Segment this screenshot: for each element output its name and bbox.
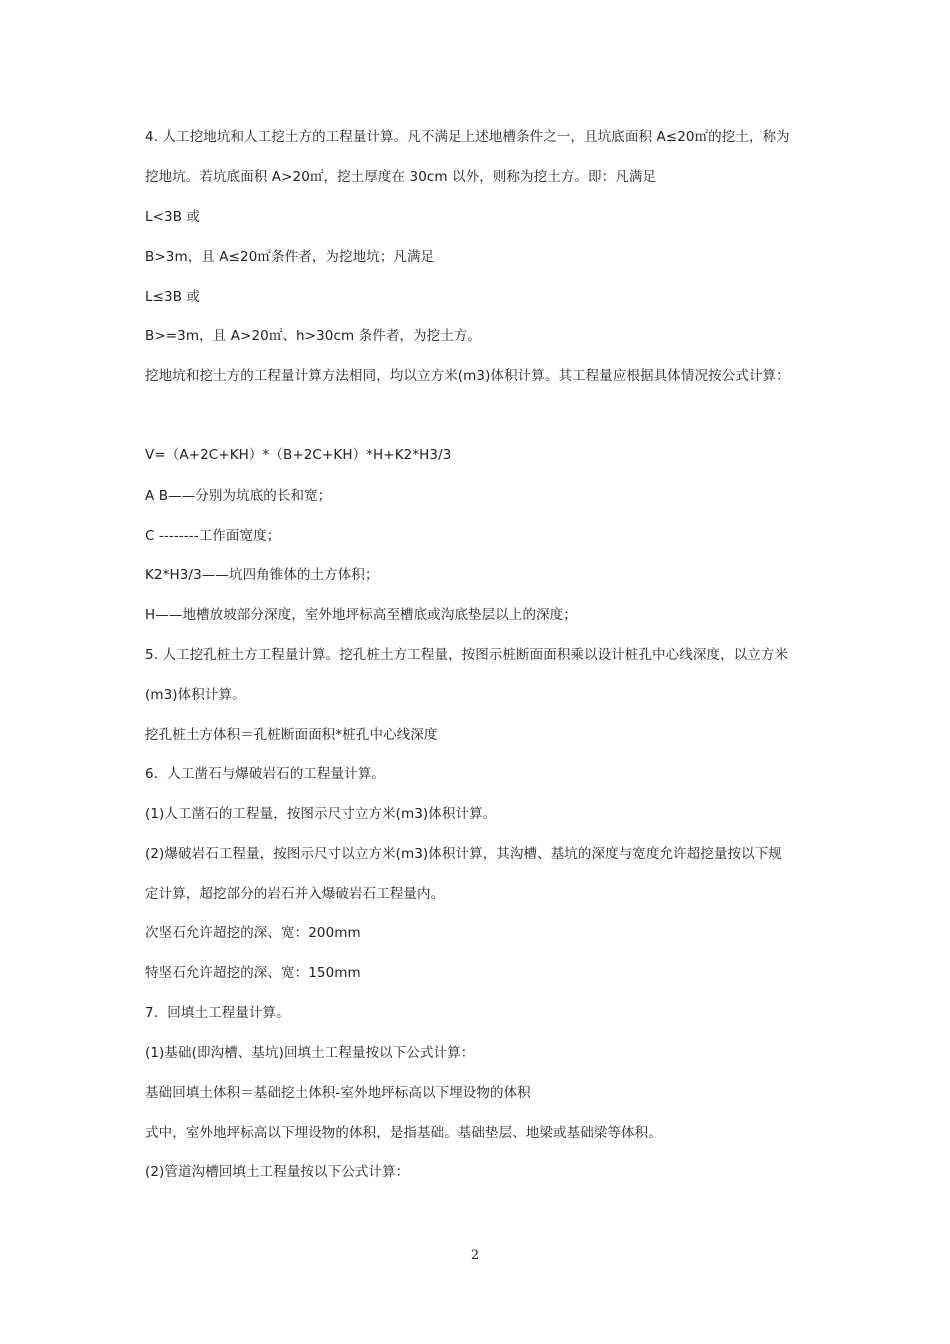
text-line: 6．人工凿石与爆破岩石的工程量计算。	[145, 766, 385, 782]
text-line: (m3)体积计算。	[145, 687, 246, 703]
text-line: 挖孔桩土方体积＝孔桩断面面积*桩孔中心线深度	[145, 727, 438, 743]
text-line: B>3m，且 A≤20㎡条件者，为挖地坑；凡满足	[145, 249, 435, 265]
text-line: L<3B 或	[145, 209, 201, 225]
formula-line: V=（A+2C+KH）*（B+2C+KH）*H+K2*H3/3	[145, 447, 452, 463]
text-line: (2)管道沟槽回填土工程量按以下公式计算：	[145, 1164, 410, 1180]
text-line: 式中，室外地坪标高以下埋设物的体积，是指基础。基础垫层、地梁或基础梁等体积。	[145, 1125, 662, 1141]
text-line: 定计算，超挖部分的岩石并入爆破岩石工程量内。	[145, 886, 445, 902]
text-line: 7．回填土工程量计算。	[145, 1005, 290, 1021]
text-line: 挖地坑和挖土方的工程量计算方法相同，均以立方米(m3)体积计算。其工程量应根据具体情况按公式计算：	[145, 368, 790, 384]
text-line: B>=3m，且 A>20㎡、h>30cm 条件者，为挖土方。	[145, 328, 482, 344]
text-line: (1)基础(即沟槽、基坑)回填土工程量按以下公式计算：	[145, 1045, 475, 1061]
text-line: 挖地坑。若坑底面积 A>20㎡，挖土厚度在 30cm 以外，则称为挖土方。即：凡满足	[145, 169, 657, 185]
text-line: 5. 人工挖孔桩土方工程量计算。挖孔桩土方工程量，按图示桩断面面积乘以设计桩孔中心线深度，以立方米	[145, 647, 789, 663]
text-line: H——地槽放坡部分深度，室外地坪标高至槽底或沟底垫层以上的深度；	[145, 607, 577, 623]
text-line: 4. 人工挖地坑和人工挖土方的工程量计算。凡不满足上述地槽条件之一，且坑底面积 A≤20㎡的挖土，称为	[145, 129, 790, 145]
text-line: L≤3B 或	[145, 289, 201, 305]
text-line: 基础回填土体积＝基础挖土体积-室外地坪标高以下埋设物的体积	[145, 1085, 531, 1101]
text-line: A B——分别为坑底的长和宽；	[145, 488, 332, 504]
text-line: (2)爆破岩石工程量，按图示尺寸以立方米(m3)体积计算，其沟槽、基坑的深度与宽度允许超挖量按以下规	[145, 846, 782, 862]
page-number: 2	[470, 1248, 480, 1263]
text-line: 次坚石允许超挖的深、宽：200mm	[145, 925, 361, 941]
text-line: C --------工作面宽度；	[145, 528, 281, 544]
text-line: 特坚石允许超挖的深、宽：150mm	[145, 965, 361, 981]
text-line: K2*H3/3——坑四角锥体的土方体积；	[145, 567, 379, 583]
text-line: (1)人工凿石的工程量，按图示尺寸立方米(m3)体积计算。	[145, 806, 497, 822]
